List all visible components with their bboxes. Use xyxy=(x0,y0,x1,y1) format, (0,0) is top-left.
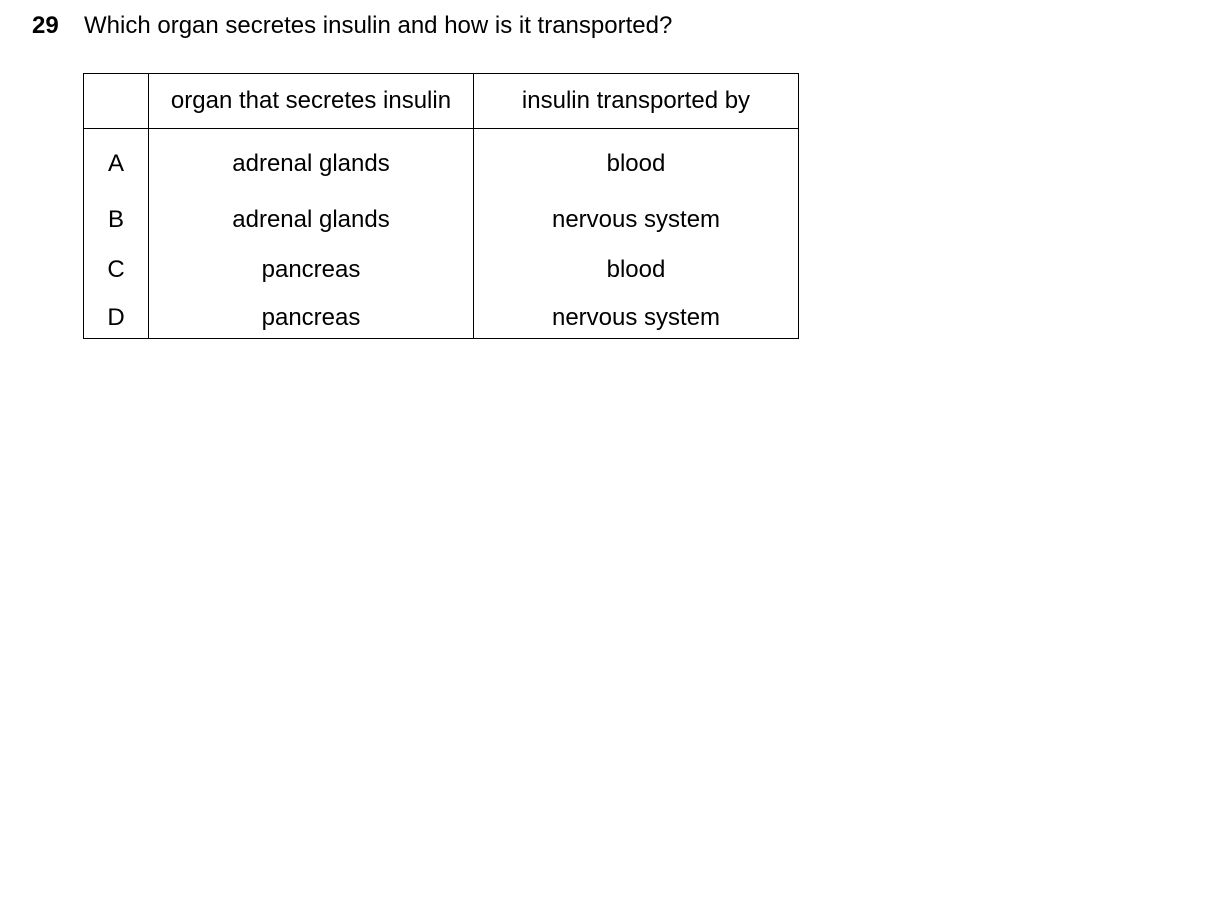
table-row-a[interactable] xyxy=(84,129,799,196)
header-letter-cell xyxy=(84,74,149,129)
table-row-c[interactable] xyxy=(84,245,799,295)
option-letter: C xyxy=(84,245,149,295)
question-text: Which organ secretes insulin and how is it transported? xyxy=(84,12,673,39)
option-transport: nervous system xyxy=(474,295,799,339)
question-number: 29 xyxy=(32,12,59,39)
option-letter: A xyxy=(84,129,149,196)
table-row-b[interactable] xyxy=(84,195,799,245)
table-row-d[interactable] xyxy=(84,295,799,339)
option-organ: adrenal glands xyxy=(149,129,474,196)
option-letter: D xyxy=(84,295,149,339)
option-organ: adrenal glands xyxy=(149,195,474,245)
option-transport: blood xyxy=(474,245,799,295)
option-transport: nervous system xyxy=(474,195,799,245)
option-organ: pancreas xyxy=(149,245,474,295)
table-header-row xyxy=(84,74,799,129)
header-transport: insulin transported by xyxy=(474,74,799,129)
answer-options-table xyxy=(83,73,799,339)
option-organ: pancreas xyxy=(149,295,474,339)
option-transport: blood xyxy=(474,129,799,196)
header-organ: organ that secretes insulin xyxy=(149,74,474,129)
option-letter: B xyxy=(84,195,149,245)
